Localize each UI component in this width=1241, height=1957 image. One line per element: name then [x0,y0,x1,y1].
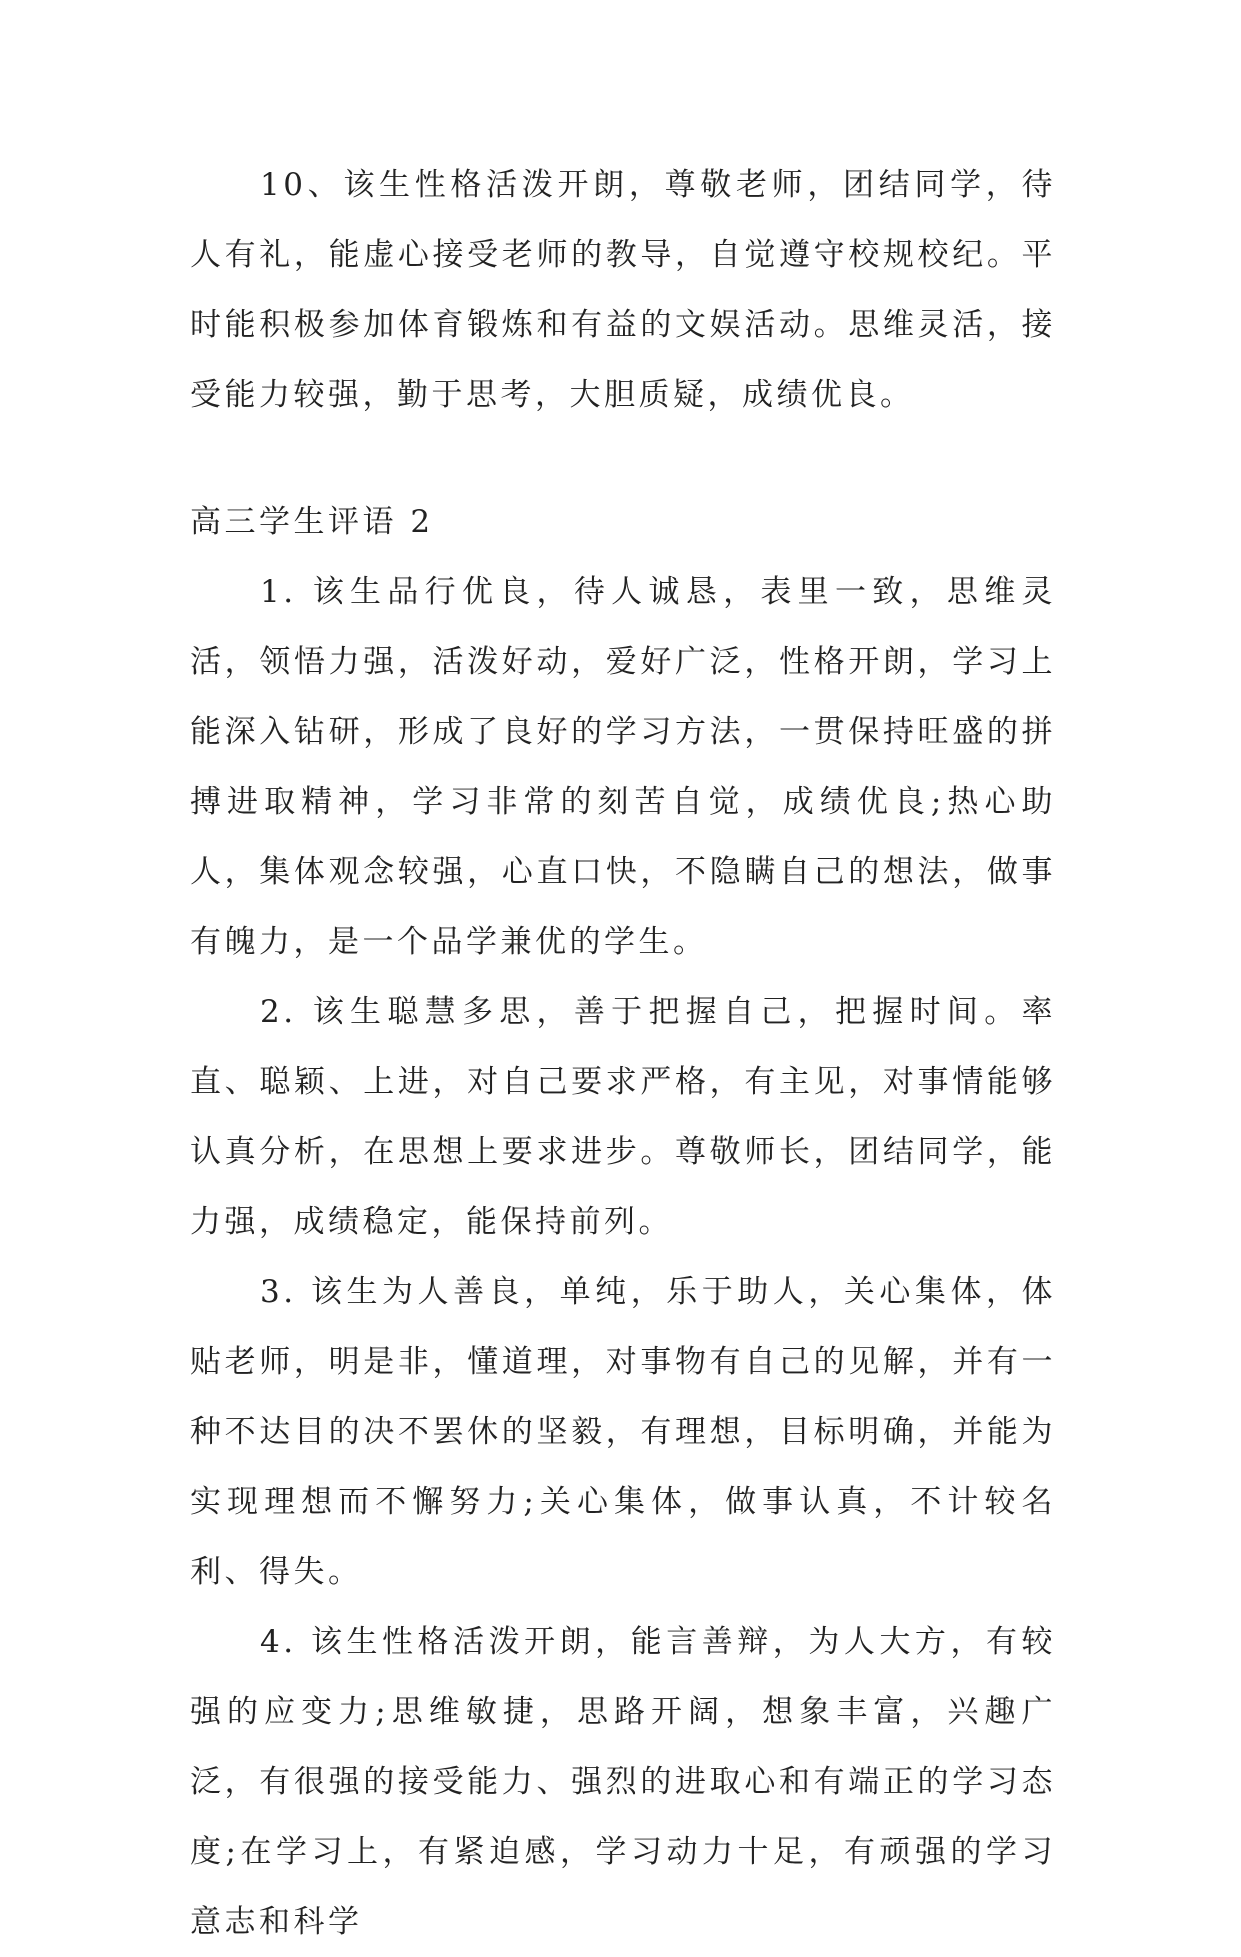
intro-paragraph: 10、该生性格活泼开朗，尊敬老师，团结同学，待人有礼，能虚心接受老师的教导，自觉遵守校规校纪。平时能积极参加体育锻炼和有益的文娱活动。思维灵活，接受能力较强，勤于思考，大胆质疑，成绩优良。 [190,167,1056,413]
comment-item-3: 3. 该生为人善良，单纯，乐于助人，关心集体，体贴老师，明是非，懂道理，对事物有自己的见解，并有一种不达目的决不罢休的坚毅，有理想，目标明确，并能为实现理想而不懈努力;关心集体，做事认真，不计较名利、得失。 [190,1274,1056,1590]
document-page [190,150,1056,1957]
comment-item-2: 2. 该生聪慧多思，善于把握自己，把握时间。率直、聪颖、上进，对自己要求严格，有主见，对事情能够认真分析，在思想上要求进步。尊敬师长，团结同学，能力强，成绩稳定，能保持前列。 [190,994,1056,1240]
section-title: 高三学生评语 2 [190,504,434,540]
comment-item-1: 1. 该生品行优良，待人诚恳，表里一致，思维灵活，领悟力强，活泼好动，爱好广泛，性格开朗，学习上能深入钻研，形成了良好的学习方法，一贯保持旺盛的拼搏进取精神，学习非常的刻苦自觉，成绩优良;热心助人，集体观念较强，心直口快，不隐瞒自己的想法，做事有魄力，是一个品学兼优的学生。 [190,574,1056,960]
comment-item-4: 4. 该生性格活泼开朗，能言善辩，为人大方，有较强的应变力;思维敏捷，思路开阔，想象丰富，兴趣广泛，有很强的接受能力、强烈的进取心和有端正的学习态度;在学习上，有紧迫感，学习动力十足，有顽强的学习意志和科学 [190,1624,1056,1940]
